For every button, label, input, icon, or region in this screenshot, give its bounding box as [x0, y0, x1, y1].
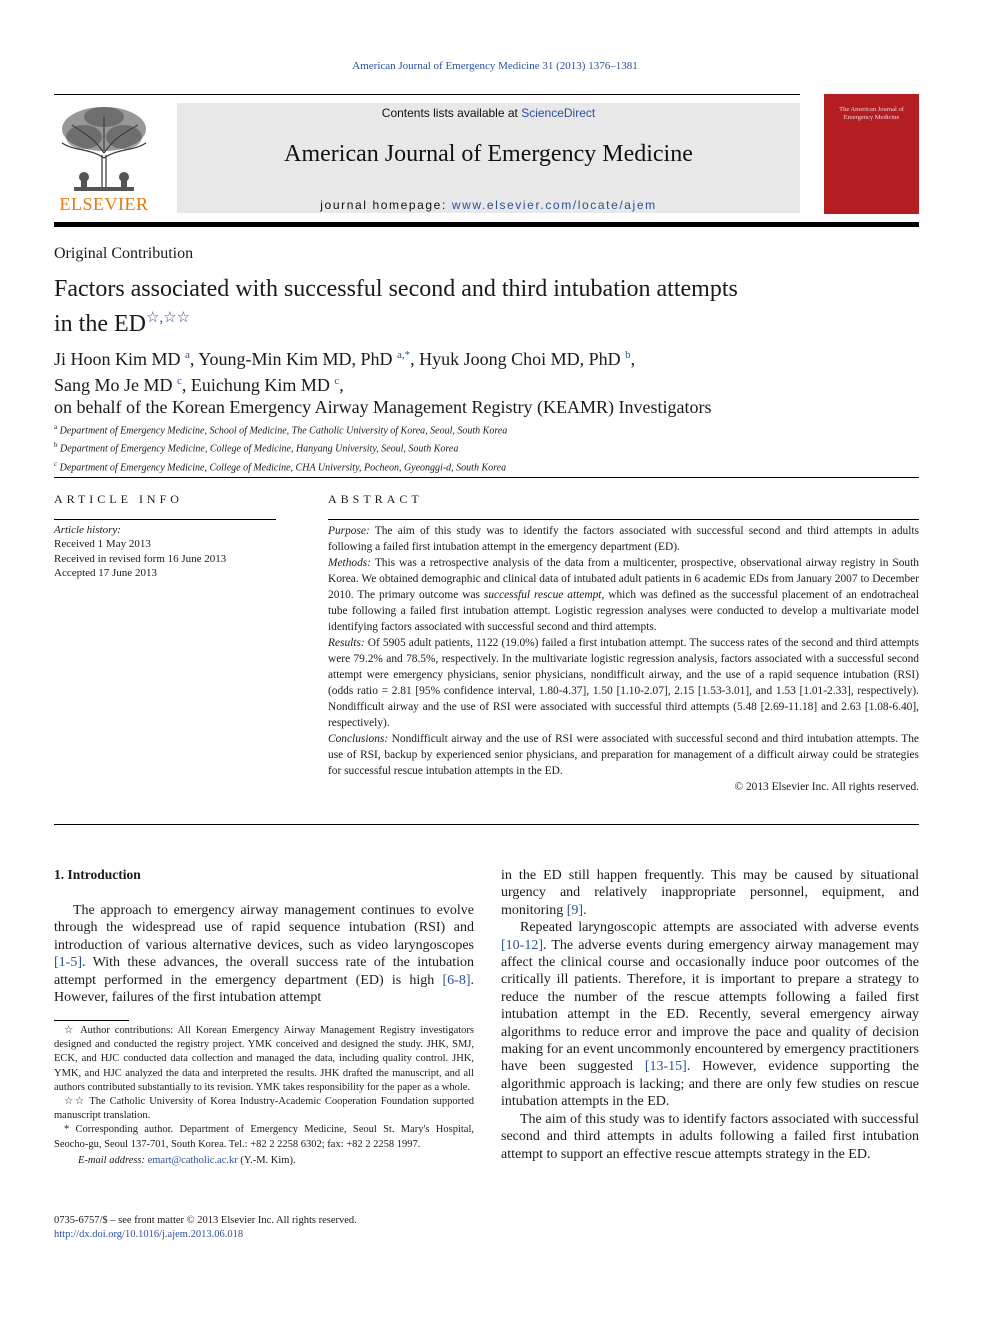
- abstract-heading: ABSTRACT: [328, 492, 423, 506]
- affiliation-item: [54, 420, 914, 438]
- journal-cover-thumbnail[interactable]: [824, 94, 919, 214]
- affiliation-mark: a: [54, 423, 58, 431]
- footnote-corresponding: [54, 1123, 474, 1151]
- email-label: E-mail address:: [78, 1154, 145, 1166]
- body-text: . However, failures of the first intubation attempt: [54, 972, 474, 1006]
- reference-link[interactable]: [10-12]: [501, 937, 543, 953]
- issn-line: 0735-6757/$ – see front matter © 2013 Elsevier Inc. All rights reserved.: [54, 1215, 357, 1226]
- methods-emphasis: successful rescue attempt: [483, 589, 602, 601]
- intro-paragraph-1: [54, 902, 474, 1006]
- footnote-text: The Catholic University of Korea Industry-Academic Cooperation Foundation supported manuscript translation.: [54, 1096, 475, 1122]
- purpose-text: The aim of this study was to identify the factors associated with successful second and third attempts in adults following a failed first intubation attempt in the emergency department (ED).: [328, 525, 919, 553]
- author-name: Hyuk Joong Choi MD, PhD: [419, 349, 621, 369]
- title-line-1: Factors associated with successful second and third intubation attempts: [54, 276, 738, 302]
- revised-date: Received in revised form 16 June 2013: [54, 552, 227, 565]
- article-title: [54, 275, 834, 339]
- abstract-body: [328, 523, 919, 795]
- article-history: [54, 523, 276, 581]
- abstract-bottom-rule: [54, 824, 919, 825]
- footnote-email: [54, 1154, 474, 1168]
- body-text: .: [583, 902, 587, 918]
- journal-citation[interactable]: American Journal of Emergency Medicine 31 (2013) 1376–1381: [352, 60, 638, 72]
- footnote-funding: [54, 1095, 474, 1123]
- elsevier-logo[interactable]: [54, 103, 154, 215]
- email-link[interactable]: emart@catholic.ac.kr: [147, 1154, 238, 1166]
- affiliations: [54, 420, 914, 475]
- footnote-mark: ☆☆: [64, 1096, 86, 1108]
- body-text: Repeated laryngoscopic attempts are associated with adverse events: [520, 920, 919, 936]
- author-affil-link[interactable]: b: [625, 349, 631, 361]
- reference-link[interactable]: [1-5]: [54, 955, 82, 971]
- affiliation-item: [54, 438, 914, 456]
- header-thick-rule: [54, 222, 919, 227]
- elsevier-tree-icon: [54, 103, 154, 195]
- front-matter: [54, 1214, 357, 1242]
- homepage-link[interactable]: www.elsevier.com/locate/ajem: [451, 198, 657, 212]
- abstract-methods: [328, 555, 919, 635]
- footnote-mark: *: [64, 1124, 70, 1136]
- affiliation-text: Department of Emergency Medicine, College of Medicine, CHA University, Pocheon, Gyeonggi-d, South Korea: [59, 461, 507, 473]
- reference-link[interactable]: [13-15]: [644, 1059, 687, 1075]
- header-divider: [54, 94, 800, 95]
- received-date: Received 1 May 2013: [54, 538, 151, 551]
- journal-banner: [177, 103, 800, 213]
- contents-prefix: Contents lists available at: [381, 106, 522, 120]
- author-name: Euichung Kim MD: [190, 375, 330, 395]
- title-line-2: in the ED: [54, 311, 146, 337]
- body-text: . The adverse events during emergency airway management may affect the clinical course and occasionally induce poor outcomes of the critically ill patients. Therefore, it is important to prepare a strategy to reduce the number of the rescue attempts following a failed first intubation attempt in the ED. Recently, several emergency airway algorithms to reduce error and improve the pace and quality of decision making for an event uncommonly encountered by emergency practitioners have been suggested: [501, 937, 919, 1075]
- homepage-line: [177, 198, 800, 212]
- purpose-label: Purpose:: [328, 525, 370, 537]
- footnote-text: Corresponding author. Department of Emergency Medicine, Seoul St. Mary's Hospital, Seocho-gu, Seoul 137-701, South Korea. Tel.: +82 2 2258 6302; fax: +82 2 2258 1997.: [54, 1124, 474, 1150]
- article-type: Original Contribution: [54, 245, 194, 262]
- abstract-copyright: © 2013 Elsevier Inc. All rights reserved.: [734, 781, 919, 793]
- author-affil-link[interactable]: c: [334, 375, 340, 387]
- body-text: . With these advances, the overall success rate of the intubation attempt performed in the emergency department (ED) is high: [54, 955, 474, 988]
- email-suffix: (Y.-M. Kim).: [237, 1154, 296, 1166]
- author-affil-link[interactable]: c: [177, 375, 182, 387]
- abstract-conclusions: [328, 731, 919, 779]
- elsevier-wordmark: ELSEVIER: [59, 194, 149, 214]
- reference-link[interactable]: [9]: [566, 902, 584, 918]
- intro-heading: 1. Introduction: [54, 867, 141, 882]
- author-affil-link[interactable]: a: [185, 349, 190, 361]
- results-label: Results:: [328, 637, 365, 649]
- conclusions-label: Conclusions:: [328, 733, 389, 745]
- author-name: Ji Hoon Kim MD: [54, 349, 181, 369]
- intro-paragraph-1-cont: [501, 867, 919, 919]
- affiliation-text: Department of Emergency Medicine, College of Medicine, Hanyang University, Seoul, South Korea: [60, 443, 459, 455]
- author-name: Sang Mo Je MD: [54, 375, 173, 395]
- history-label: Article history:: [54, 524, 121, 536]
- article-info-rule: [54, 519, 276, 520]
- body-text: in the ED still happen frequently. This may be caused by situational urgency and relatively inappropriate personnel, equipment, and monitoring: [501, 868, 919, 918]
- abstract-results: [328, 635, 919, 731]
- footnote-author-contributions: [54, 1024, 474, 1095]
- right-column: [501, 867, 919, 1163]
- contents-line: [177, 106, 800, 120]
- abstract-rule: [328, 519, 919, 520]
- methods-text: This was a retrospective analysis of the data from a multicenter, prospective, observational airway registry in South Korea. We obtained demographic and clinical data of intubated adult patients in 6 academic EDs from January 2007 to December 2010. The primary outcome was: [328, 557, 919, 601]
- doi-link[interactable]: http://dx.doi.org/10.1016/j.ajem.2013.06.018: [54, 1229, 244, 1240]
- accepted-date: Accepted 17 June 2013: [54, 567, 157, 580]
- body-text: The approach to emergency airway management continues to evolve through the widespread use of rapid sequence intubation (RSI) and introduction of various alternative devices, such as video laryngoscopes: [54, 903, 474, 953]
- affiliation-mark: c: [54, 459, 58, 468]
- methods-label: Methods:: [328, 557, 372, 569]
- methods-text: , which was defined as the successful placement of an endotracheal tube following a failed first intubation attempt. Logistic regression analyses were conducted to develop a multivariate model identifying factors associated with successful second and third attempts.: [328, 589, 919, 633]
- author-affil-link[interactable]: a,*: [396, 349, 411, 361]
- info-top-rule: [54, 477, 919, 478]
- cover-title: The American Journal of Emergency Medicine: [839, 106, 904, 121]
- title-footnote-marks[interactable]: ☆,☆☆: [145, 310, 191, 326]
- reference-link[interactable]: [6-8]: [442, 972, 471, 988]
- affiliation-text: Department of Emergency Medicine, School of Medicine, The Catholic University of Korea, Seoul, South Korea: [59, 425, 508, 437]
- body-text: . However, evidence supporting the algorithmic approach is lacking; and there are only few studies on rescue intubation attempts in the ED.: [501, 1059, 919, 1110]
- author-name: Young-Min Kim MD, PhD: [198, 349, 393, 369]
- journal-name: American Journal of Emergency Medicine: [284, 141, 693, 167]
- abstract-purpose: [328, 523, 919, 555]
- affiliation-mark: b: [54, 441, 58, 450]
- footnote-rule: [54, 1020, 129, 1021]
- author-group: on behalf of the Korean Emergency Airway Management Registry (KEAMR) Investigators: [54, 397, 712, 417]
- intro-paragraph-3: The aim of this study was to identify factors associated with successful second and third attempts in adults following a failed first intubation attempt to support an effective rescue attempts strategy in the ED.: [501, 1111, 919, 1162]
- homepage-prefix: journal homepage:: [320, 198, 452, 212]
- affiliation-item: [54, 457, 914, 475]
- conclusions-text: Nondifficult airway and the use of RSI were associated with successful second and third intubation attempts. The use of RSI, backup by experienced senior physicians, and preparation for management of a difficult airway could be strategies for successful rescue intubation attempts in the ED.: [328, 733, 919, 777]
- intro-paragraph-2: [501, 919, 919, 1110]
- author-list: Ji Hoon Kim MD $^a$, Young-Min Kim MD, PhD $^{a,*}$, Hyuk Joong Choi MD, PhD $^b$, Sang Mo Je MD $^c$, Euichung Kim MD $^c$, on behalf of the Korean Emergency Airway Management Registry (KEAMR) Investigators: [54, 349, 712, 417]
- results-text: Of 5905 adult patients, 1122 (19.0%) failed a first intubation attempt. The success rates of the second and third attempts were 79.2% and 78.5%, respectively. In the multivariate logistic regression analysis, factors associated with a successful second attempt were emergency physicians, senior physicians, nondifficult airway, and the use of a rapid sequence intubation (RSI) (odds ratio = 2.81 [95% confidence interval, 1.80-4.37], 1.50 [1.10-2.07], 2.15 [1.53-3.01], and 1.53 [1.01-2.33], respectively). Nondifficult airway and the use of RSI were associated with successful third attempts (5.48 [2.69-11.18] and 2.63 [1.08-6.40], respectively).: [328, 637, 919, 729]
- sciencedirect-link[interactable]: ScienceDirect: [521, 106, 596, 120]
- footnote-mark: ☆: [64, 1025, 76, 1036]
- footnote-text: Author contributions: All Korean Emergency Airway Management Registry investigators designed and conducted the registry project. YMK conceived and designed the study. JHK, SMJ, ECK, and HJC conducted data collection and managed the data, including quality control. JHK, YMK, and HJC analyzed the data and interpreted the results. JHK drafted the manuscript, and all authors contributed substantially to its revision. YMK takes responsibility for the paper as a whole.: [54, 1025, 474, 1093]
- article-info-heading: ARTICLE INFO: [54, 492, 183, 506]
- footnotes: [54, 1024, 474, 1168]
